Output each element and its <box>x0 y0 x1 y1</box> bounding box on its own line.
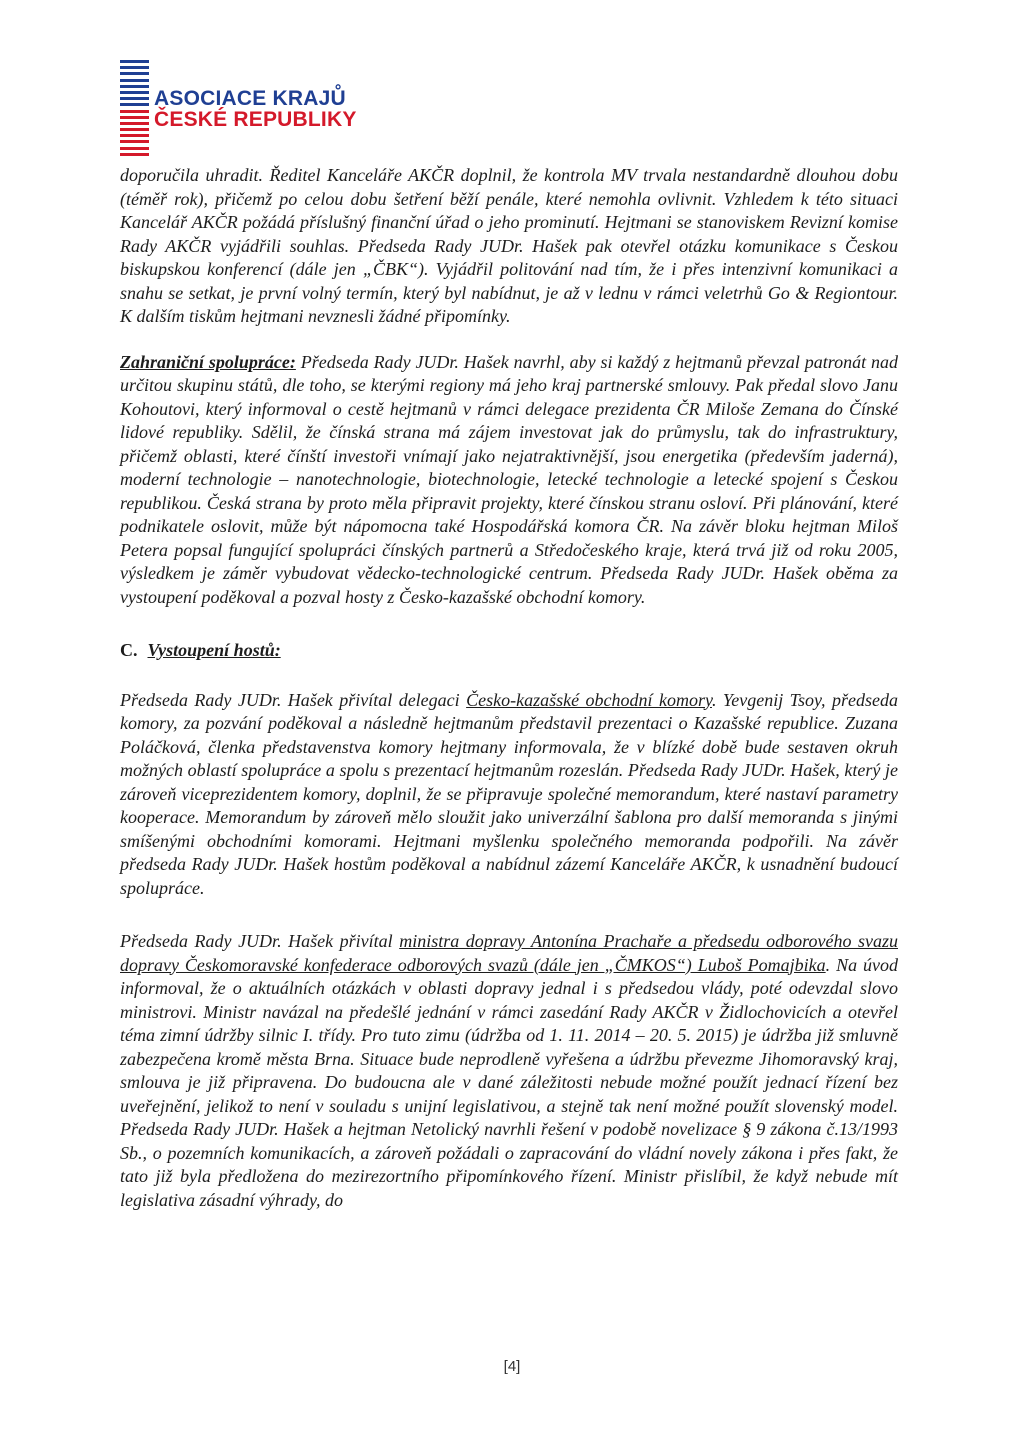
logo-line-1: ASOCIACE KRAJŮ <box>154 87 346 110</box>
paragraph-text: Předseda Rady JUDr. Hašek přivítal <box>120 931 400 951</box>
section-letter: C. <box>120 640 138 660</box>
paragraph-text: Předseda Rady JUDr. Hašek přivítal delegaci <box>120 689 467 710</box>
page-number: [4] <box>503 1358 521 1375</box>
paragraph-continuation: doporučila uhradit. Ředitel Kanceláře AKČR doplnil, že kontrola MV trvala nestandardně dlouhou dobu (téměř rok), přičemž po celou dobu šetření běží penále, které nemohla ovlivnit. Vzhledem k této situaci Kancelář AKČR požádá příslušný finanční úřad o jeho prominutí. Hejtmani se stanoviskem Revizní komise Rady AKČR vyjádřili souhlas. Předseda Rady JUDr. Hašek pak otevřel otázku komunikace s Českou biskupskou konferencí (dále jen „ČBK“). Vyjádřil politování nad tím, že i přes intenzivní komunikaci a snahu se setkat, je první volný termín, který byl nabídnut, je až v lednu v rámci veletrhů Go & Regiontour. K dalším tiskům hejtmani nevznesli žádné připomínky. <box>120 165 898 326</box>
paragraph-foreign-cooperation <box>120 351 898 610</box>
document-body <box>120 164 898 1212</box>
paragraph-kazakh-chamber <box>120 689 898 901</box>
logo-text <box>154 88 357 130</box>
section-heading-foreign-cooperation: Zahraniční spolupráce: <box>120 351 296 372</box>
guests-names: ministra dopravy Antonína Prachaře a předsedu odborového svazu dopravy Českomoravské konfederace odborových svazů (dále jen „ČMKOS“) Luboš Pomajbika <box>120 931 899 975</box>
association-logo <box>120 60 380 160</box>
paragraph-text: . Yevgenij Tsoy, předseda komory, za pozvání poděkoval a následně hejtmanům představil prezentaci o Kazašské republice. Zuzana Poláčková, členka představenstva komory hejtmany informovala, že v blízké době bude sestaven okruh možných oblastí spolupráce a spolu s prezentací hejtmanům rozeslán. Předseda Rady JUDr. Hašek, který je zároveň viceprezidentem komory, doplnil, že se připravuje společné memorandum, které nastaví parametry kooperace. Memorandum by zároveň mělo sloužit jako univerzální šablona pro další memoranda s jinými smíšenými obchodními komorami. Hejtmani myšlenku společného memoranda podpořili. Na závěr předseda Rady JUDr. Hašek hostům poděkoval a nabídnul zázemí Kanceláře AKČR, k usnadnění budoucí spolupráce. <box>120 689 898 898</box>
paragraph-transport-minister <box>120 930 898 1212</box>
section-title: Vystoupení hostů: <box>147 640 281 660</box>
section-c-heading <box>120 639 898 663</box>
logo-stripes-icon <box>120 60 149 160</box>
paragraph-text: Předseda Rady JUDr. Hašek navrhl, aby si každý z hejtmanů převzal patronát nad určitou skupinu států, dle toho, se kterými regiony má jeho kraj partnerské smlouvy. Pak předal slovo Janu Kohoutovi, který informoval o cestě hejtmanů v rámci delegace prezidenta ČR Miloše Zemana do Čínské lidové republiky. Sdělil, že čínská strana má zájem investovat jak do průmyslu, tak do infrastruktury, přičemž oblasti, které čínští investoři vnímají jako nejatraktivnější, jsou energetika (především jaderná), moderní technologie – nanotechnologie, biotechnologie, letecké technologie a letecké spojení s Českou republikou. Česká strana by proto měla připravit projekty, které čínskou stranu osloví. Při plánování, které podnikatele oslovit, může být nápomocna také Hospodářská komora ČR. Na závěr bloku hejtman Miloš Petera popsal fungující spolupráci čínských partnerů a Středočeského kraje, která trvá již od roku 2005, výsledkem je záměr vybudovat vědecko-technologické centrum. Předseda Rady JUDr. Hašek oběma za vystoupení poděkoval a pozval hosty z Česko-kazašské obchodní komory. <box>120 351 898 607</box>
paragraph-text: . Na úvod informoval, že o aktuálních otázkách v oblasti dopravy jednal i s předsedou vlády, poté odevzdal slovo ministrovi. Ministr navázal na předešlé jednání v rámci zasedání Rady AKČR v Židlochovicích a otevřel téma zimní údržby silnic I. třídy. Pro tuto zimu (údržba od 1. 11. 2014 – 20. 5. 2015) je údržba již smluvně zabezpečena kromě města Brna. Situace bude neprodleně vyřešena a údržbu převezme Jihomoravský kraj, smlouva je již připravena. Do budoucna ale v dané záležitosti nebude možné použít jednací řízení bez uveřejnění, jelikož to není v souladu s unijní legislativou, a stejně tak není možné použít slovenský model. Předseda Rady JUDr. Hašek a hejtman Netolický navrhli řešení v podobě novelizace § 9 zákona č.13/1993 Sb., o pozemních komunikacích, a zároveň požádali o zapracování do vládní novely zákona i přes fakt, že tato již byla předložena do mezirezortního připomínkového řízení. Ministr přislíbil, že když nebude mít legislativa zásadní výhrady, do <box>120 954 899 1210</box>
chamber-name: Česko-kazašské obchodní komory <box>466 689 712 710</box>
logo-line-2: ČESKÉ REPUBLIKY <box>154 108 357 131</box>
